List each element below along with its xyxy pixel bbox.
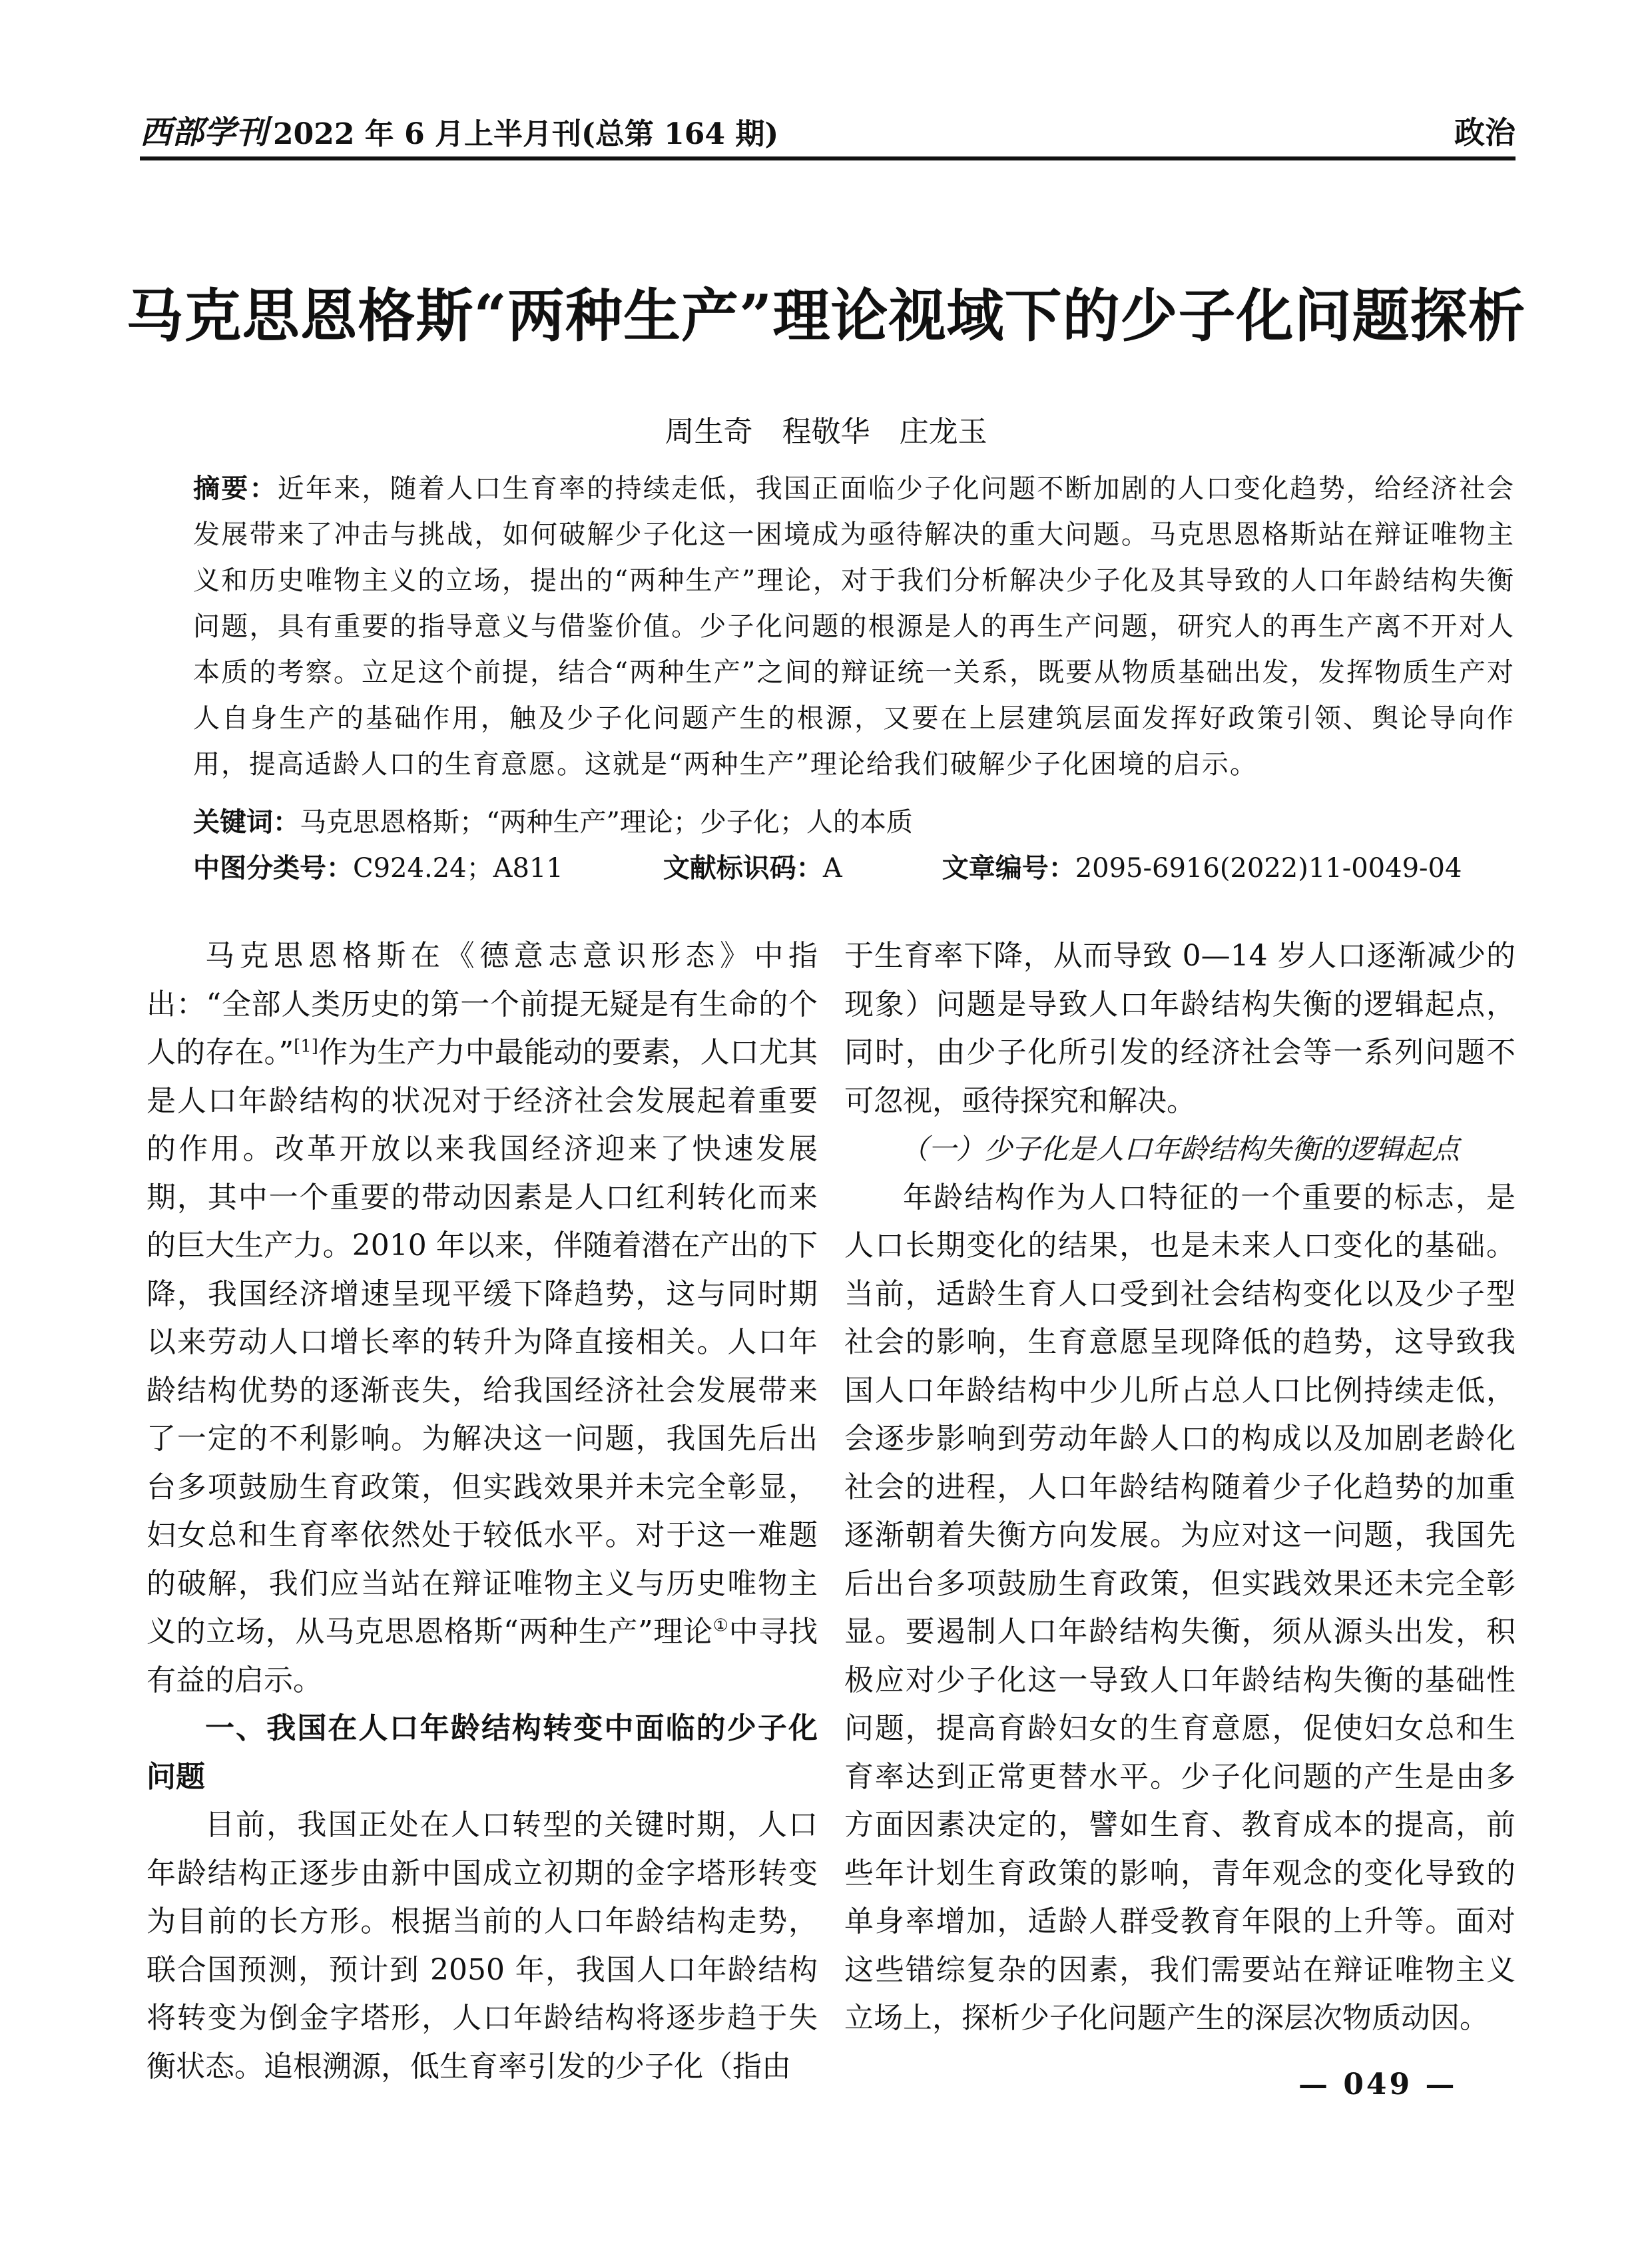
paragraph-text: 中寻找有益的启示。 xyxy=(146,1615,818,1697)
article-number xyxy=(942,847,1462,885)
paragraph-text: 作为生产力中最能动的要素，人口尤其是人口年龄结构的状况对于经济社会发展起着重要的作用。改革开放以来我国经济迎来了快速发展期，其中一个重要的带动因素是人口红利转化而来的巨大生产力。2010 年以来，伴随着潜在产出的下降，我国经济增速呈现平缓下降趋势，这与同时期以来劳动人口增长率的转升为降直接相关。人口年龄结构优势的逐渐丧失，给我国经济社会发展带来了一定的不利影响。为解决这一问题，我国先后出台多项鼓励生育政策，但实践效果并未完全彰显，妇女总和生育率依然处于较低水平。对于这一难题的破解，我们应当站在辩证唯物主义与历史唯物主义的立场，从马克思恩格斯“两种生产”理论 xyxy=(146,1035,818,1649)
body-paragraph: 年龄结构作为人口特征的一个重要的标志，是人口长期变化的结果，也是未来人口变化的基础。当前，适龄生育人口受到社会结构变化以及少子型社会的影响，生育意愿呈现降低的趋势，这导致我国人口年龄结构中少儿所占总人口比例持续走低，会逐步影响到劳动年龄人口的构成以及加剧老龄化社会的进程，人口年龄结构随着少子化趋势的加重逐渐朝着失衡方向发展。为应对这一问题，我国先后出台多项鼓励生育政策，但实践效果还未完全彰显。要遏制人口年龄结构失衡，须从源头出发，积极应对少子化这一导致人口年龄结构失衡的基础性问题，提高育龄妇女的生育意愿，促使妇女总和生育率达到正常更替水平。少子化问题的产生是由多方面因素决定的，譬如生育、教育成本的提高，前些年计划生育政策的影响，青年观念的变化导致的单身率增加，适龄人群受教育年限的上升等。面对这些错综复杂的因素，我们需要站在辩证唯物主义立场上，探析少子化问题产生的深层次物质动因。 xyxy=(844,1180,1515,2035)
article-value: 2095-6916(2022)11-0049-04 xyxy=(1075,853,1462,884)
keywords-label: 关键词： xyxy=(193,807,300,838)
section-label: 政治 xyxy=(1454,115,1515,150)
body-paragraph-continued: 于生育率下降，从而导致 0—14 岁人口逐渐减少的现象）问题是导致人口年龄结构失衡的逻辑起点，同时，由少子化所引发的经济社会等一系列问题不可忽视，亟待探究和解决。 xyxy=(844,939,1515,1118)
abstract-text: 近年来，随着人口生育率的持续走低，我国正面临少子化问题不断加剧的人口变化趋势，给经济社会发展带来了冲击与挑战，如何破解少子化这一困境成为亟待解决的重大问题。马克思恩格斯站在辩证唯物主义和历史唯物主义的立场，提出的“两种生产”理论，对于我们分析解决少子化及其导致的人口年龄结构失衡问题，具有重要的指导意义与借鉴价值。少子化问题的根源是人的再生产问题，研究人的再生产离不开对人本质的考察。立足这个前提，结合“两种生产”之间的辩证统一关系，既要从物质基础出发，发挥物质生产对人自身生产的基础作用，触及少子化问题产生的根源，又要在上层建筑层面发挥好政策引领、舆论导向作用，提高适龄人口的生育意愿。这就是“两种生产”理论给我们破解少子化困境的启示。 xyxy=(193,473,1515,780)
abstract-label: 摘要： xyxy=(193,473,278,504)
running-header xyxy=(140,110,1515,160)
citation-ref: [1] xyxy=(294,1036,318,1057)
issue-info: 2022 年 6 月上半月刊(总第 164 期) xyxy=(273,117,779,151)
left-column xyxy=(146,932,818,2091)
body-paragraph xyxy=(146,932,818,1705)
footnote-marker: ① xyxy=(712,1615,729,1636)
clc-number xyxy=(193,847,563,885)
page-number: — 049 — xyxy=(1298,2068,1458,2102)
body-paragraph: 目前，我国正处在人口转型的关键时期，人口年龄结构正逐步由新中国成立初期的金字塔形转变为目前的长方形。根据当前的人口年龄结构走势，联合国预测，预计到 2050 年，我国人口年龄结构将转变为倒金字塔形，人口年龄结构将逐步趋于失衡状态。追根溯源，低生育率引发的少子化（指由 xyxy=(146,1808,818,2084)
section-heading: 一、我国在人口年龄结构转变中面临的少子化问题 xyxy=(146,1711,818,1794)
doc-label: 文献标识码： xyxy=(663,853,823,884)
keywords-text: 马克思恩格斯；“两种生产”理论；少子化；人的本质 xyxy=(300,807,913,838)
journal-logo: 西部学刊 xyxy=(140,114,268,151)
doc-value: A xyxy=(822,853,842,884)
journal-info xyxy=(140,107,778,156)
abstract xyxy=(193,466,1515,788)
article-metadata xyxy=(193,847,1515,885)
article-label: 文章编号： xyxy=(942,853,1075,884)
paragraph-text: 马克思恩格斯在《德意志意识形态》中指出：“全部人类历史的第一个前提无疑是有生命的个人的存在。” xyxy=(146,939,818,1069)
keywords xyxy=(193,802,913,842)
document-code xyxy=(663,847,842,885)
authors: 周生奇 程敬华 庄龙玉 xyxy=(665,415,987,449)
article-title: 马克思恩格斯“两种生产”理论视域下的少子化问题探析 xyxy=(126,282,1526,350)
subsection-heading: （一）少子化是人口年龄结构失衡的逻辑起点 xyxy=(900,1133,1460,1165)
right-column xyxy=(844,932,1515,2043)
clc-value: C924.24；A811 xyxy=(353,853,563,884)
clc-label: 中图分类号： xyxy=(193,853,353,884)
